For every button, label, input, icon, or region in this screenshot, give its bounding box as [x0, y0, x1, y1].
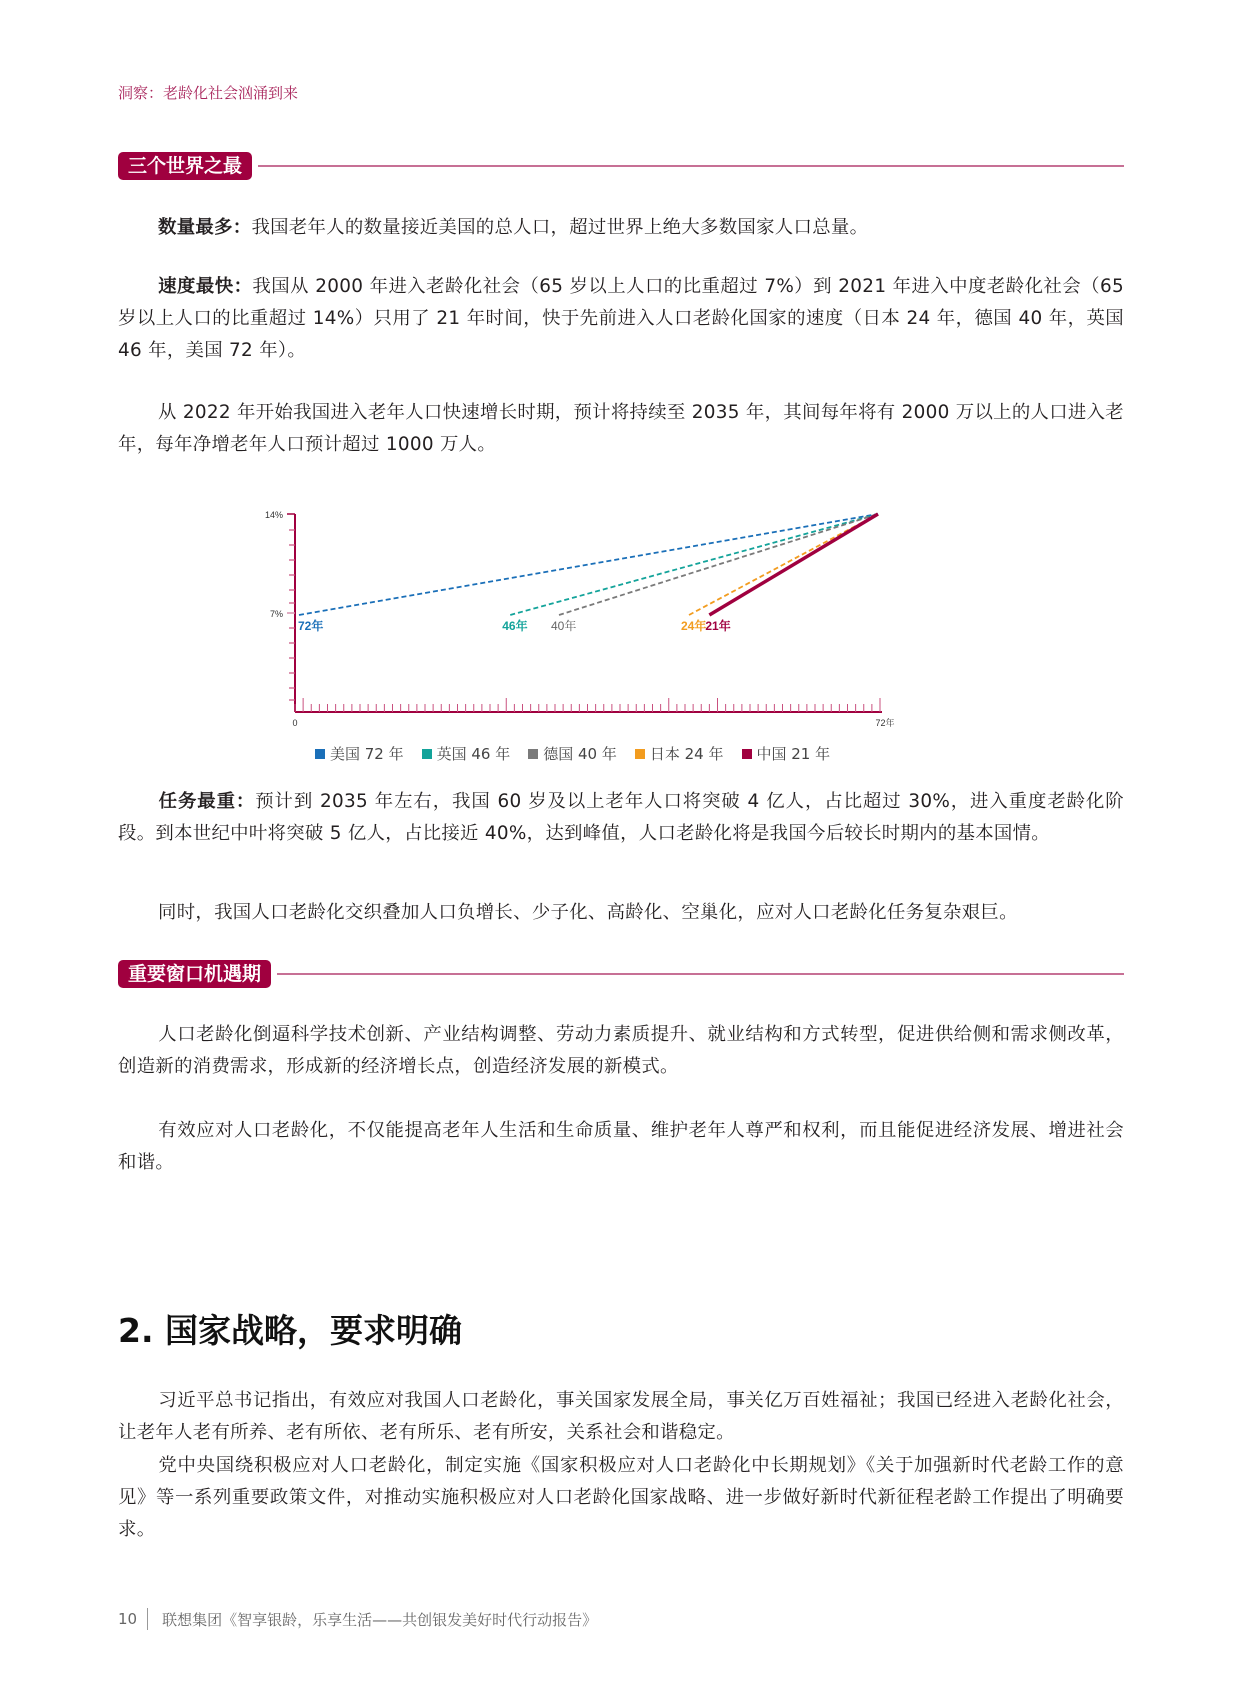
report-title: 联想集团《智享银龄，乐享生活——共创银发美好时代行动报告》	[162, 1610, 598, 1629]
series-label-2: 40年	[551, 619, 577, 633]
legend-label: 美国 72 年	[330, 745, 404, 763]
legend-swatch	[422, 749, 432, 759]
paragraph-growth: 从 2022 年开始我国进入老年人口快速增长时期，预计将持续至 2035 年，其间每年将有 2000 万以上的人口进入老年，每年净增老年人口预计超过 1000 万人。	[118, 402, 1124, 455]
page-number: 10	[118, 1610, 138, 1628]
section-tag-world-records	[118, 152, 1124, 180]
legend-label: 中国 21 年	[756, 745, 831, 763]
legend-swatch	[528, 749, 538, 759]
legend-item	[315, 743, 404, 764]
legend-swatch	[635, 749, 645, 759]
series-label-0: 72年	[298, 619, 324, 633]
lead-speed: 速度最快：	[158, 276, 253, 297]
y-axis	[287, 514, 295, 712]
series-label-3: 24年	[681, 619, 707, 633]
legend-label: 德国 40 年	[543, 745, 617, 763]
legend-label: 英国 46 年	[436, 745, 511, 763]
legend-item	[635, 743, 724, 764]
lead-quantity: 数量最多：	[158, 217, 252, 238]
section-divider	[258, 165, 1124, 167]
series-line-1	[510, 514, 878, 615]
section-heading-strategy: 2. 国家战略，要求明确	[118, 1311, 462, 1350]
paragraph-policy: 党中央国绕积极应对人口老龄化，制定实施《国家积极应对人口老龄化中长期规划》《关于加强新时代老龄工作的意见》等一系列重要政策文件，对推动实施积极应对人口老龄化国家战略、进一步做好新时代新征程老龄工作提出了明确要求。	[118, 1455, 1124, 1540]
page-footer	[118, 1608, 597, 1630]
series-label-1: 46年	[502, 619, 528, 633]
lead-task: 任务最重：	[158, 791, 256, 812]
paragraph-xi-remarks: 习近平总书记指出，有效应对我国人口老龄化，事关国家发展全局，事关亿万百姓福祉；我国已经进入老龄化社会，让老年人老有所养、老有所依、老有所乐、老有所安，关系社会和谐稳定。	[118, 1390, 1124, 1443]
paragraph-response: 有效应对人口老龄化，不仅能提高老年人生活和生命质量、维护老年人尊严和权利，而且能促进经济发展、增进社会和谐。	[118, 1120, 1124, 1173]
section-divider	[277, 973, 1124, 975]
y-tick-7: 7%	[269, 609, 283, 619]
series-label-4: 21年	[705, 619, 731, 633]
paragraph-innovation: 人口老龄化倒逼科学技术创新、产业结构调整、劳动力素质提升、就业结构和方式转型，促进供给侧和需求侧改革，创造新的消费需求，形成新的经济增长点，创造经济发展的新模式。	[118, 1024, 1124, 1077]
x-axis	[295, 698, 882, 712]
legend-item	[742, 743, 831, 764]
legend-swatch	[742, 749, 752, 759]
legend-item	[422, 743, 511, 764]
running-header: 洞察：老龄化社会汹涌到来	[118, 84, 299, 102]
section-tag-label: 三个世界之最	[118, 152, 252, 180]
x-tick-0: 0	[292, 718, 298, 728]
paragraph-task: 任务最重：预计到 2035 年左右，我国 60 岁及以上老年人口将突破 4 亿人，占比超过 30%，进入重度老龄化阶段。到本世纪中叶将突破 5 亿人，占比接近 40%，达到峰值，人口老龄化将是我国今后较长时期内的基本国情。	[118, 791, 1124, 844]
section-tag-window	[118, 960, 1124, 988]
footer-separator	[147, 1608, 148, 1630]
legend-swatch	[315, 749, 325, 759]
legend-item	[528, 743, 617, 764]
y-tick-14: 14%	[264, 510, 283, 520]
series-line-4	[709, 514, 878, 615]
paragraph-quantity: 数量最多：我国老年人的数量接近美国的总人口，超过世界上绝大多数国家人口总量。	[158, 217, 869, 238]
chart-legend	[315, 743, 830, 764]
x-tick-72: 72年	[875, 718, 895, 728]
paragraph-complexity: 同时，我国人口老龄化交织叠加人口负增长、少子化、高龄化、空巢化，应对人口老龄化任务复杂艰巨。	[158, 902, 1018, 923]
aging-speed-chart	[260, 500, 980, 770]
paragraph-speed: 速度最快：我国从 2000 年进入老龄化社会（65 岁以上人口的比重超过 7%）到 2021 年进入中度老龄化社会（65 岁以上人口的比重超过 14%）只用了 21 年时间，快于先前进入人口老龄化国家的速度（日本 24 年，德国 40 年，英国 46 年，美国 72 年）。	[118, 276, 1124, 361]
section-tag-label: 重要窗口机遇期	[118, 960, 271, 988]
legend-label: 日本 24 年	[649, 745, 724, 763]
